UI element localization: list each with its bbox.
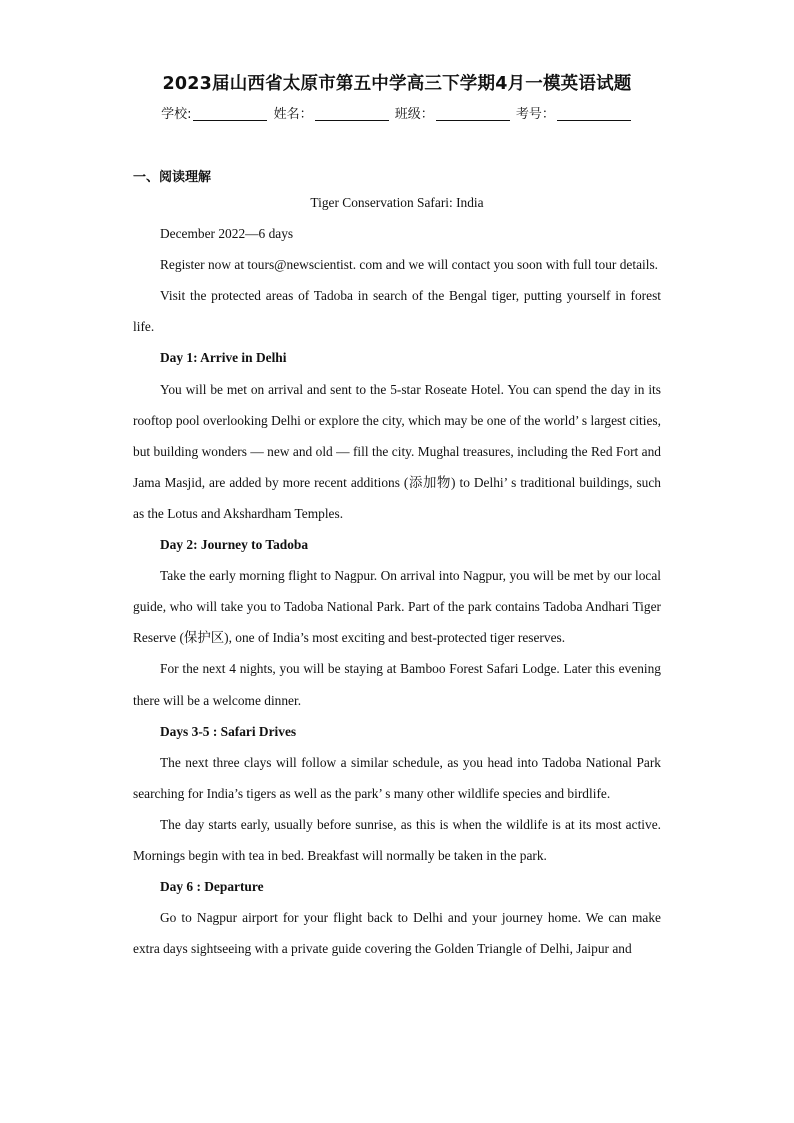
day2-heading: Day 2: Journey to Tadoba	[160, 537, 309, 553]
day6-heading: Day 6 : Departure	[160, 879, 264, 895]
school-label: 学校:	[161, 107, 192, 122]
day6-paragraph: Go to Nagpur airport for your flight back to Delhi and your journey home. We can make extra days sightseeing with a private guide covering the Golden Triangle of Delhi, Jaipur and	[133, 910, 661, 957]
days35-heading: Days 3-5 : Safari Drives	[160, 723, 297, 739]
school-blank[interactable]	[193, 107, 267, 121]
name-label: 姓名：	[273, 107, 313, 122]
document-title: 2023届山西省太原市第五中学高三下学期4月一模英语试题	[162, 74, 632, 94]
number-label: 考号：	[515, 107, 555, 122]
passage-title: Tiger Conservation Safari: India	[310, 195, 484, 210]
days35-paragraph: The next three clays will follow a similar schedule, as you head into Tadoba National Park searching for India’s tigers as well as the park’ s many other wildlife species and birdlife.	[133, 754, 661, 801]
day2-paragraph: Take the early morning flight to Nagpur. On arrival into Nagpur, you will be met by our local guide, who will take you to Tadoba National Park. Part of the park contains Tadoba Andhari Tiger Reserve (保护区), one of India’s most exciting and best-protected tiger reserves.	[133, 568, 661, 646]
days35-paragraph: The day starts early, usually before sunrise, as this is when the wildlife is at its most active. Mornings begin with tea in bed. Breakfast will normally be taken in the park.	[133, 816, 661, 863]
intro-paragraph: Register now at tours@newscientist. com and we will contact you soon with full tour details.	[160, 257, 659, 273]
class-blank[interactable]	[436, 107, 510, 121]
day1-heading: Day 1: Arrive in Delhi	[160, 350, 287, 366]
number-blank[interactable]	[557, 107, 631, 121]
date-line: December 2022—6 days	[160, 226, 294, 242]
intro-paragraph: Visit the protected areas of Tadoba in search of the Bengal tiger, putting yourself in forest life.	[133, 288, 661, 335]
name-blank[interactable]	[315, 107, 389, 121]
class-label: 班级：	[394, 107, 434, 122]
day2-paragraph: For the next 4 nights, you will be staying at Bamboo Forest Safari Lodge. Later this evening there will be a welcome dinner.	[133, 661, 661, 708]
reading-passage	[133, 187, 661, 964]
student-info-line	[0, 103, 794, 122]
section-heading: 一、阅读理解	[133, 170, 212, 185]
day1-paragraph: You will be met on arrival and sent to the 5-star Roseate Hotel. You can spend the day in its rooftop pool overlooking Delhi or explore the city, which may be one of the world’ s largest cities, but building wonders — new and old — fill the city. Mughal treasures, including the Red Fort and Jama Masjid, are added by more recent additions (添加物) to Delhi’ s traditional buildings, such as the Lotus and Akshardham Temples.	[133, 381, 661, 521]
